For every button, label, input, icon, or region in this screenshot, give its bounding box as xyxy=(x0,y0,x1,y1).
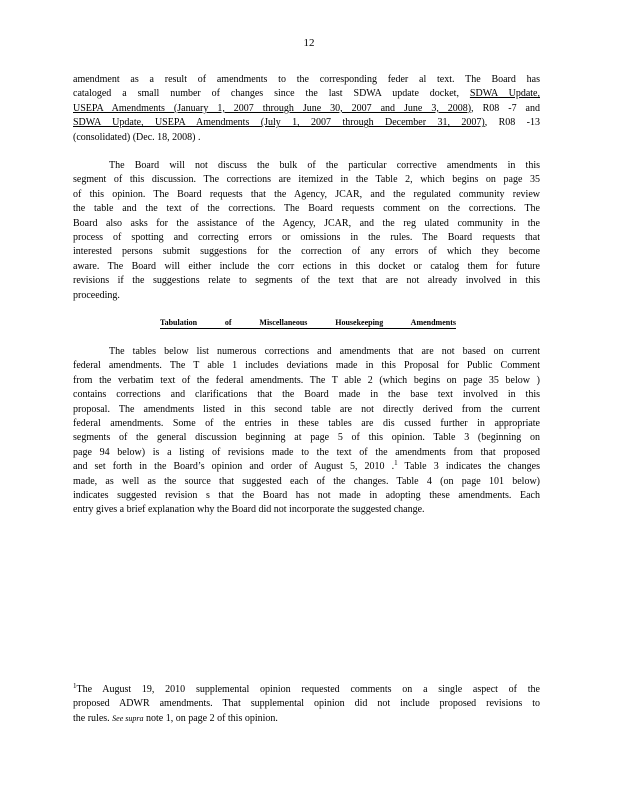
para1-line xyxy=(73,87,540,101)
text-run: See supra xyxy=(112,713,144,723)
text-run: made, as well as the source that suggested each of the changes. Table 4 (on page 101 below) xyxy=(73,475,540,487)
text-run: interested persons submit suggestions for the correction of any errors of which they become xyxy=(73,246,540,258)
text-run: 1 xyxy=(73,682,77,690)
text-run: Table 3 indicates the changes xyxy=(397,461,540,473)
text-run: page 94 below) is a listing of revisions made to the text of the amendments from that proposed xyxy=(73,446,540,458)
text-run: Board also asks for the assistance of the Agency, JCAR, and the reg ulated community in the xyxy=(73,217,540,229)
para3-line xyxy=(73,431,540,445)
text-run: The tables below list numerous corrections and amendments that are not based on current xyxy=(109,346,540,357)
footnote xyxy=(73,683,540,726)
text-run: entry gives a brief explanation why the Board did not incorporate the suggested change. xyxy=(73,504,425,516)
para3-line xyxy=(73,345,540,359)
text-run: segments of the general discussion beginning at page 5 of this opinion. Table 3 (beginning on xyxy=(73,432,540,444)
para3-line xyxy=(73,475,540,489)
text-run: aware. The Board will either include the corr ections in this docket or catalog them for future xyxy=(73,260,540,272)
text-run: The Board will not discuss the bulk of the particular corrective amendments in this xyxy=(109,160,540,171)
text-run: amendment as a result of amendments to the corresponding feder al text. The Board has xyxy=(73,74,540,85)
text-run: SDWA Update, USEPA Amendments (July 1, 2007 through December 31, 2007) xyxy=(73,117,485,129)
text-run: revisions if the suggestions relate to segments of the text that are not already involved in this xyxy=(73,275,540,287)
para3-line xyxy=(73,403,540,417)
text-run: note 1, on page 2 of this opinion. xyxy=(143,712,278,724)
page-number: 12 xyxy=(303,37,315,49)
para2-line xyxy=(73,217,540,231)
text-run: USEPA Amendments (January 1, 2007 through June 30, 2007 and June 3, 2008) xyxy=(73,102,472,114)
text-run: and set forth in the Board’s opinion and order of August 5, 2010 . xyxy=(73,461,395,473)
para3-line xyxy=(73,489,540,503)
paragraph-sdwa-update xyxy=(73,73,540,145)
text-run: contains corrections and clarifications that the Board made in the base text involved in this xyxy=(73,389,540,401)
para2-line xyxy=(73,274,540,288)
para2-line xyxy=(73,173,540,187)
text-run: federal amendments. The T able 1 includes deviations made in this Proposal for Public Comment xyxy=(73,360,540,372)
para2-line xyxy=(73,231,540,245)
para2-line xyxy=(73,188,540,202)
text-run: the table and the text of the corrections. The Board requests comment on the corrections. The xyxy=(73,203,540,215)
text-run: indicates suggested revision s that the Board has not made in adopting these amendments. Each xyxy=(73,490,540,502)
para1-line xyxy=(73,116,540,130)
para3-line xyxy=(73,388,540,402)
para3-line xyxy=(73,446,540,460)
para1-line xyxy=(73,102,540,116)
text-run: , R08 -13 xyxy=(484,117,540,129)
paragraph-tables xyxy=(73,345,540,518)
para1-line xyxy=(73,131,540,145)
text-run: of this opinion. The Board requests that the Agency, JCAR, and the regulated community review xyxy=(73,188,540,200)
text-run: , R08 -7 and xyxy=(471,102,540,114)
para2-line xyxy=(73,289,540,303)
para2-line xyxy=(73,260,540,274)
section-heading xyxy=(160,318,456,329)
text-run: proposed ADWR amendments. That supplemental opinion did not include proposed revisions to xyxy=(73,698,540,710)
para3-line xyxy=(73,417,540,431)
text-run: proceeding. xyxy=(73,289,120,301)
para1-line xyxy=(73,73,540,87)
text-run: SDWA Update, xyxy=(469,88,540,100)
para2-line xyxy=(73,202,540,216)
section-heading-text: Tabulation of Miscellaneous Housekeeping Amendments xyxy=(160,318,456,327)
paragraph-corrections xyxy=(73,159,540,303)
para3-line xyxy=(73,460,540,474)
text-run: proposal. The amendments listed in this second table are not directly derived from the current xyxy=(73,403,540,415)
para3-line xyxy=(73,359,540,373)
para3-line xyxy=(73,374,540,388)
text-run: 1 xyxy=(394,459,398,468)
para3-line xyxy=(73,503,540,517)
text-run: The August 19, 2010 supplemental opinion requested comments on a single aspect of the xyxy=(76,684,540,695)
footnote-line xyxy=(73,712,540,726)
text-run: cataloged a small number of changes since the last SDWA update docket, xyxy=(73,88,470,100)
footnote-line xyxy=(73,683,540,697)
footnote-line xyxy=(73,697,540,711)
text-run: federal amendments. Some of the entries in these tables are dis cussed further in appropriate xyxy=(73,418,540,430)
text-run: process of spotting and correcting errors or omissions in the rules. The Board requests that xyxy=(73,232,540,244)
text-run: the rules. xyxy=(73,712,113,724)
para2-line xyxy=(73,245,540,259)
text-run: from the verbatim text of the federal amendments. The T able 2 (which begins on page 35 below ) xyxy=(73,374,540,386)
text-run: (consolidated) (Dec. 18, 2008) . xyxy=(73,131,201,143)
para2-line xyxy=(73,159,540,173)
text-run: segment of this discussion. The corrections are itemized in the Table 2, which begins on page 35 xyxy=(73,174,540,186)
